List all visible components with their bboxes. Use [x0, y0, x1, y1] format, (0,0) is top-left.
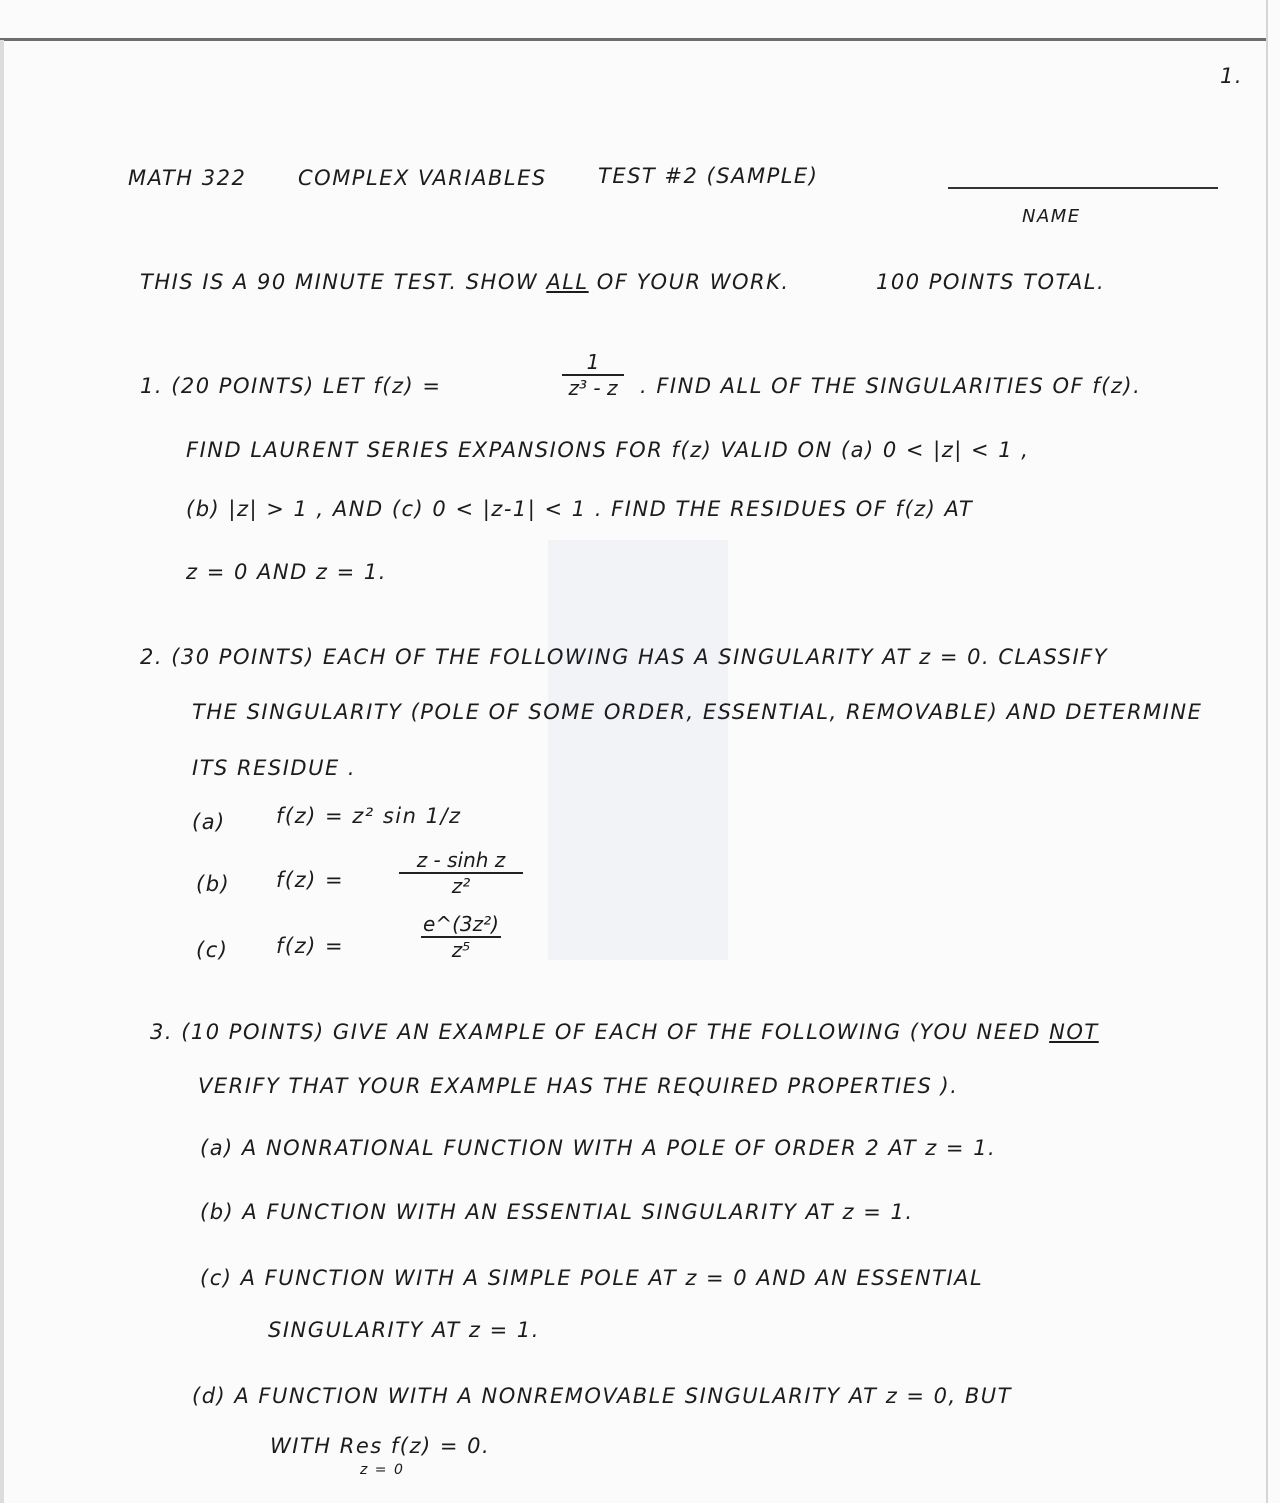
q1-lead: 1. (20 POINTS) LET f(z) =: [140, 374, 442, 398]
q1-tail: . FIND ALL OF THE SINGULARITIES OF f(z).: [640, 374, 1142, 398]
scan-top-border: [0, 38, 1268, 41]
q2-b-denominator: z²: [451, 874, 471, 898]
q2-b-label: (b): [196, 872, 231, 896]
course-subject: COMPLEX VARIABLES: [298, 166, 547, 190]
q2-b-lhs: f(z) =: [276, 868, 345, 892]
instructions-after: OF YOUR WORK.: [596, 270, 790, 294]
name-label: NAME: [1022, 206, 1081, 227]
q1-fraction-numerator: 1: [586, 350, 600, 374]
instructions: [140, 270, 790, 294]
q1-line3: (b) |z| > 1 , AND (c) 0 < |z-1| < 1 . FIND THE RESIDUES OF f(z) AT: [186, 497, 974, 521]
q3-c2: SINGULARITY AT z = 1.: [268, 1318, 540, 1342]
q2-line3: ITS RESIDUE .: [192, 756, 357, 780]
q3-d1: (d) A FUNCTION WITH A NONREMOVABLE SINGULARITY AT z = 0, BUT: [192, 1384, 1012, 1408]
q3-d2-subscript: z = 0: [360, 1462, 405, 1478]
q1-fraction: [560, 350, 626, 400]
q3-c1: (c) A FUNCTION WITH A SIMPLE POLE AT z = 0 AND AN ESSENTIAL: [200, 1266, 984, 1290]
instructions-before: THIS IS A 90 MINUTE TEST. SHOW: [140, 270, 539, 294]
q2-c-denominator: z⁵: [451, 938, 471, 962]
q1-line2: FIND LAURENT SERIES EXPANSIONS FOR f(z) VALID ON (a) 0 < |z| < 1 ,: [186, 438, 1030, 462]
q2-c-lhs: f(z) =: [276, 934, 345, 958]
q2-a-expression: f(z) = z² sin 1/z: [276, 804, 462, 828]
q2-c-label: (c): [196, 938, 229, 962]
instructions-emphasis: ALL: [546, 270, 589, 294]
q2-b-fraction: [396, 848, 526, 898]
q2-c-fraction: [418, 912, 504, 962]
scan-right-edge: [1266, 0, 1268, 1503]
q3-a: (a) A NONRATIONAL FUNCTION WITH A POLE OF ORDER 2 AT z = 1.: [200, 1136, 997, 1160]
q2-a-label: (a): [192, 810, 226, 834]
q1-line4: z = 0 AND z = 1.: [186, 560, 387, 584]
q2-b-numerator: z - sinh z: [416, 848, 506, 872]
q3-b: (b) A FUNCTION WITH AN ESSENTIAL SINGULARITY AT z = 1.: [200, 1200, 914, 1224]
points-total: 100 POINTS TOTAL.: [876, 270, 1106, 294]
q3-line1-emphasis: NOT: [1049, 1020, 1099, 1044]
q3-d2: WITH Res f(z) = 0.: [270, 1434, 491, 1458]
course-code: MATH 322: [128, 166, 247, 190]
q3-line1: [150, 1020, 1099, 1044]
name-line: [948, 187, 1218, 189]
q2-c-numerator: e^(3z²): [423, 912, 499, 936]
q2-line2: THE SINGULARITY (POLE OF SOME ORDER, ESSENTIAL, REMOVABLE) AND DETERMINE: [192, 700, 1203, 724]
q2-line1: 2. (30 POINTS) EACH OF THE FOLLOWING HAS A SINGULARITY AT z = 0. CLASSIFY: [140, 645, 1109, 669]
scan-left-edge: [0, 40, 4, 1503]
scan-shadow: [548, 540, 728, 960]
q3-line2: VERIFY THAT YOUR EXAMPLE HAS THE REQUIRED PROPERTIES ).: [198, 1074, 959, 1098]
q1-fraction-denominator: z³ - z: [568, 376, 618, 400]
q3-line1-before: 3. (10 POINTS) GIVE AN EXAMPLE OF EACH OF THE FOLLOWING (YOU NEED: [150, 1020, 1041, 1044]
page-number: 1.: [1220, 64, 1244, 88]
test-title: TEST #2 (SAMPLE): [598, 164, 819, 188]
